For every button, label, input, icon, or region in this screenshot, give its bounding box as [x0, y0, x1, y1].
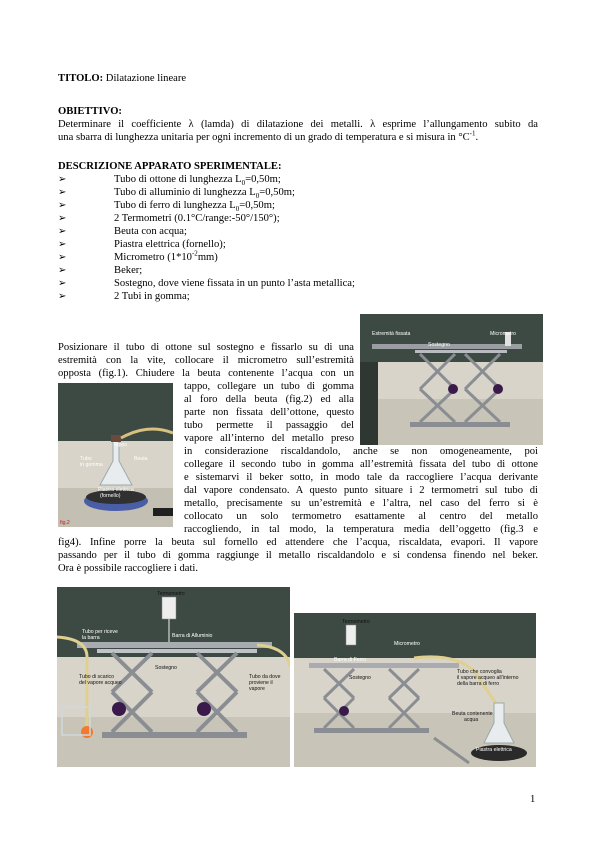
list-item: Beker;	[114, 265, 143, 276]
fig2-label-tube-2: in gomma	[80, 462, 103, 468]
procedure-line: collegare il secondo tubo in gomma all’estremità fissata del tubo di ottone	[184, 459, 538, 470]
procedure-line: metallo, precisamente su un’estremità e l’altra, nel caso del ferro si è	[184, 498, 538, 509]
list-bullet: ➢	[58, 226, 67, 237]
fig3-label-steam-tube-3: vapore	[249, 686, 265, 692]
fig4-label-thermometer: Termometro	[342, 619, 370, 625]
fig2-label-flask: Beuta	[134, 456, 148, 462]
procedure-line: Posizionare il tubo di ottone sul sostegno e fissarlo su di una	[58, 342, 354, 353]
list-bullet: ➢	[58, 252, 67, 263]
fig4-label-steam-tube-3: della barra di ferro	[457, 681, 500, 687]
procedure-line: e sistemarvi il beker sotto, in modo tale da raccogliere l’acqua derivante	[184, 472, 538, 483]
fig3-label-steam-tube-2: proviene il	[249, 680, 273, 686]
procedure-line: estremità con la vite, collocare il micrometro sull’estremità	[58, 355, 354, 366]
title-text: Dilatazione lineare	[105, 73, 187, 84]
list-bullet: ➢	[58, 187, 67, 198]
title-label: TITOLO:	[58, 73, 104, 84]
list-item: Piastra elettrica (fornello);	[114, 239, 226, 250]
fig2-label-stopper: Tappo	[113, 442, 128, 448]
list-item: Tubo di ottone di lunghezza $L_0=0,50m$;	[114, 174, 281, 188]
fig4-label-hotplate: Piastra elettrica	[476, 747, 512, 753]
page-number: 1	[530, 794, 536, 805]
fig1-label-fixed-end: Estremità fissata	[372, 331, 411, 337]
procedure-line: tappo, collegare un tubo di gomma	[184, 381, 354, 392]
procedure-line: vapore all’interno del metallo preso	[184, 433, 354, 444]
fig1-label-micrometer: Micrometro	[490, 331, 516, 337]
fig4-label-micrometer: Micrometro	[394, 641, 420, 647]
list-bullet: ➢	[58, 278, 67, 289]
list-bullet: ➢	[58, 213, 67, 224]
fig2-label-hotplate: Piastra elettrica	[98, 487, 134, 493]
procedure-line: fig4). Infine porre la beuta sul fornello ed attendere che l’acqua, riscaldata, evapori. Il vapore	[58, 537, 538, 548]
figure-4-illustration	[294, 613, 536, 767]
objective-line-2: una sbarra di lunghezza unitaria per ogni incremento di un grado di temperatura e si misura in $^\circ C^{-1}$.	[58, 129, 479, 143]
fig3-label-steam-tube: Tubo da dove	[249, 674, 281, 680]
fig4-label-flask-2: acqua	[464, 717, 479, 723]
list-bullet: ➢	[58, 174, 67, 185]
apparatus-heading: DESCRIZIONE APPARATO SPERIMENTALE:	[58, 161, 282, 172]
list-item: 2 Tubi in gomma;	[114, 291, 190, 302]
list-bullet: ➢	[58, 239, 67, 250]
procedure-line: al foro della beuta (fig.2) ed alla	[184, 394, 354, 405]
procedure-line: raccogliendo, in tal modo, la temperatura media dell’oggetto (fig.3 e	[184, 524, 538, 535]
fig3-label-drain-tube-2: del vapore acqueo	[79, 680, 122, 686]
fig3-label-thermometer: Termometro	[157, 591, 185, 597]
list-bullet: ➢	[58, 265, 67, 276]
figure-4-photo	[294, 613, 536, 767]
fig2-caption: fig.2	[60, 520, 70, 526]
procedure-line: Ora è possibile raccogliere i dati.	[58, 563, 199, 574]
list-item: Micrometro $(1*10^{-2}mm)$	[114, 249, 218, 263]
figure-2-illustration	[58, 383, 173, 527]
title-line	[58, 72, 186, 85]
fig2-label-hotplate-2: (fornello)	[100, 493, 121, 499]
fig2-label-tube: Tubo	[80, 456, 92, 462]
objective-line-1: Determinare il coefficiente λ (lamda) di dilatazione dei metalli. λ esprime l’allungamento subito da	[58, 119, 538, 130]
figure-3-photo	[57, 587, 290, 767]
procedure-line: collocato un solo termometro esattamente al centro del metallo	[184, 511, 538, 522]
fig4-label-steam-tube: Tubo che convoglia	[457, 669, 502, 675]
fig4-label-flask: Beuta contenente	[452, 711, 493, 717]
list-item: 2 Termometri (0.1°C/range:-50°/150°);	[114, 213, 280, 224]
procedure-line: dal vapore condensato. A questo punto situare i 2 termometri sul tubo di	[184, 485, 538, 496]
fig3-label-drain-tube: Tubo di scarico	[79, 674, 114, 680]
fig4-label-iron-bar: Barra di Ferro	[334, 657, 366, 663]
figure-2-photo	[58, 383, 173, 527]
list-item: Beuta con acqua;	[114, 226, 187, 237]
procedure-line: passando per il tubo di gomma raggiunge il metallo riscaldandolo e si condensa finendo nel beker.	[58, 550, 538, 561]
procedure-line: in considerazione riscaldandolo, anche se non omogeneamente, poi	[184, 446, 538, 457]
objective-heading: OBIETTIVO:	[58, 106, 122, 117]
fig3-label-support: Sostegno	[155, 665, 177, 671]
list-item: Tubo di ferro di lunghezza $L_0=0,50m$;	[114, 200, 275, 214]
fig1-label-support: Sostegno	[428, 342, 450, 348]
procedure-line: opposta (fig.1). Chiudere la beuta contenente l’acqua con un	[58, 368, 354, 379]
figure-1-photo	[360, 314, 543, 445]
procedure-line: tubo permette il passaggio del	[184, 420, 354, 431]
list-item: Sostegno, dove viene fissata in un punto l’asta metallica;	[114, 278, 355, 289]
list-item: Tubo di alluminio di lunghezza $L_0=0,50m$;	[114, 187, 295, 201]
fig3-label-bar-tube: Tubo per riceve	[82, 629, 118, 635]
fig4-label-steam-tube-2: il vapore acqueo all'interno	[457, 675, 519, 681]
procedure-line: parte non fissata dell’ottone, questo	[184, 407, 354, 418]
list-bullet: ➢	[58, 200, 67, 211]
fig3-label-aluminium-bar: Barra di Alluminio	[172, 633, 213, 639]
fig4-label-support: Sostegno	[349, 675, 371, 681]
fig3-label-bar-tube-2: la barra	[82, 635, 100, 641]
list-bullet: ➢	[58, 291, 67, 302]
